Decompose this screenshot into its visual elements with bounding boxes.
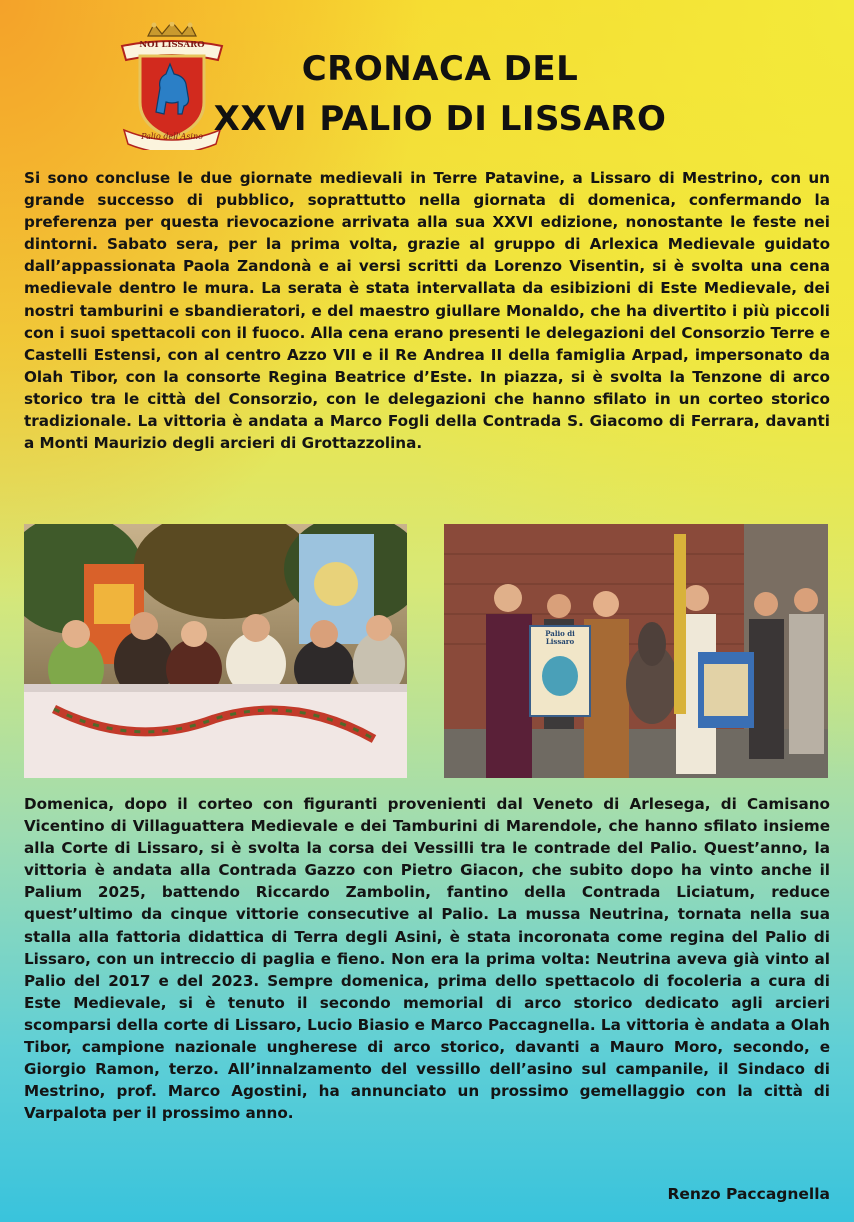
article-paragraph-1: Si sono concluse le due giornate medievali in Terre Patavine, a Lissaro di Mestrino, con un grande successo di pubblico, soprattutto nella giornata di domenica, confermando la preferenza per questa rievocazione arrivata alla sua XXVI edizione, nonostante le feste nei dintorni. Sabato sera, per la prima volta, grazie al gruppo di Arlexica Medievale guidato dall’appassionata Paola Zandonà e ai versi scritti da Lorenzo Visentin, si è svolta una cena medievale dentro le mura. La serata è stata intervallata da esibizioni di Este Medievale, dei nostri tamburini e sbandieratori, e del maestro giullare Monaldo, che ha divertito i più piccoli con i suoi spettacoli con il fuoco. Alla cena erano presenti le delegazioni del Consorzio Terre e Castelli Estensi, con al centro Azzo VII e il Re Andrea II della famiglia Arpad, impersonato da Olah Tibor, con la consorte Regina Beatrice d’Este. In piazza, si è svolta la Tenzone di arco storico tra le città del Consorzio, con le delegazioni che hanno sfilato in un corteo storico tradizionale. La vittoria è andata a Marco Fogli della Contrada S. Giacomo di Ferrara, davanti a Monti Maurizio degli arcieri di Grottazzolina.	[24, 169, 830, 453]
author-signature: Renzo Paccagnella	[667, 1185, 830, 1203]
page-title	[190, 44, 690, 144]
palio-parade-photo	[444, 524, 828, 778]
article-paragraph-2: Domenica, dopo il corteo con figuranti provenienti dal Veneto di Arlesega, di Camisano Vicentino di Villaguattera Medievale e dei Tamburini di Marendole, che hanno sfilato insieme alla Corte di Lissaro, si è svolta la corsa dei Vessilli tra le contrade del Palio. Quest’anno, la vittoria è andata alla Contrada Gazzo con Pietro Giacon, che subito dopo ha vinto anche il Palium 2025, battendo Riccardo Zambolin, fantino della Contrada Liciatum, reduce quest’ultimo da cinque vittorie consecutive al Palio. La mussa Neutrina, tornata nella sua stalla alla fattoria didattica di Terra degli Asini, è stata incoronata come regina del Palio di Lissaro, con un intreccio di paglia e fieno. Non era la prima volta: Neutrina aveva già vinto al Palio del 2017 e del 2023. Sempre domenica, prima dello spettacolo di focoleria a cura di Este Medievale, si è tenuto il secondo memorial di arco storico dedicato agli arcieri scomparsi della corte di Lissaro, Lucio Biasio e Marco Paccagnella. La vittoria è andata a Olah Tibor, campione nazionale ungherese di arco storico, davanti a Mauro Moro, secondo, e Giorgio Ramon, terzo. All’innalzamento del vessillo dell’asino sul campanile, il Sindaco di Mestrino, prof. Marco Agostini, ha annunciato un prossimo gemellaggio con la città di Varpalota per il prossimo anno.	[24, 795, 830, 1123]
title-line-1: CRONACA DEL	[301, 49, 579, 89]
palio-banner-text: Palio di Lissaro	[545, 629, 575, 646]
medieval-dinner-photo	[24, 524, 407, 778]
logo-banner-text: NOI LISSARO	[139, 40, 205, 50]
logo-ribbon-text: Palio dell'Asino	[141, 132, 203, 141]
title-line-2: XXVI PALIO DI LISSARO	[213, 99, 667, 139]
